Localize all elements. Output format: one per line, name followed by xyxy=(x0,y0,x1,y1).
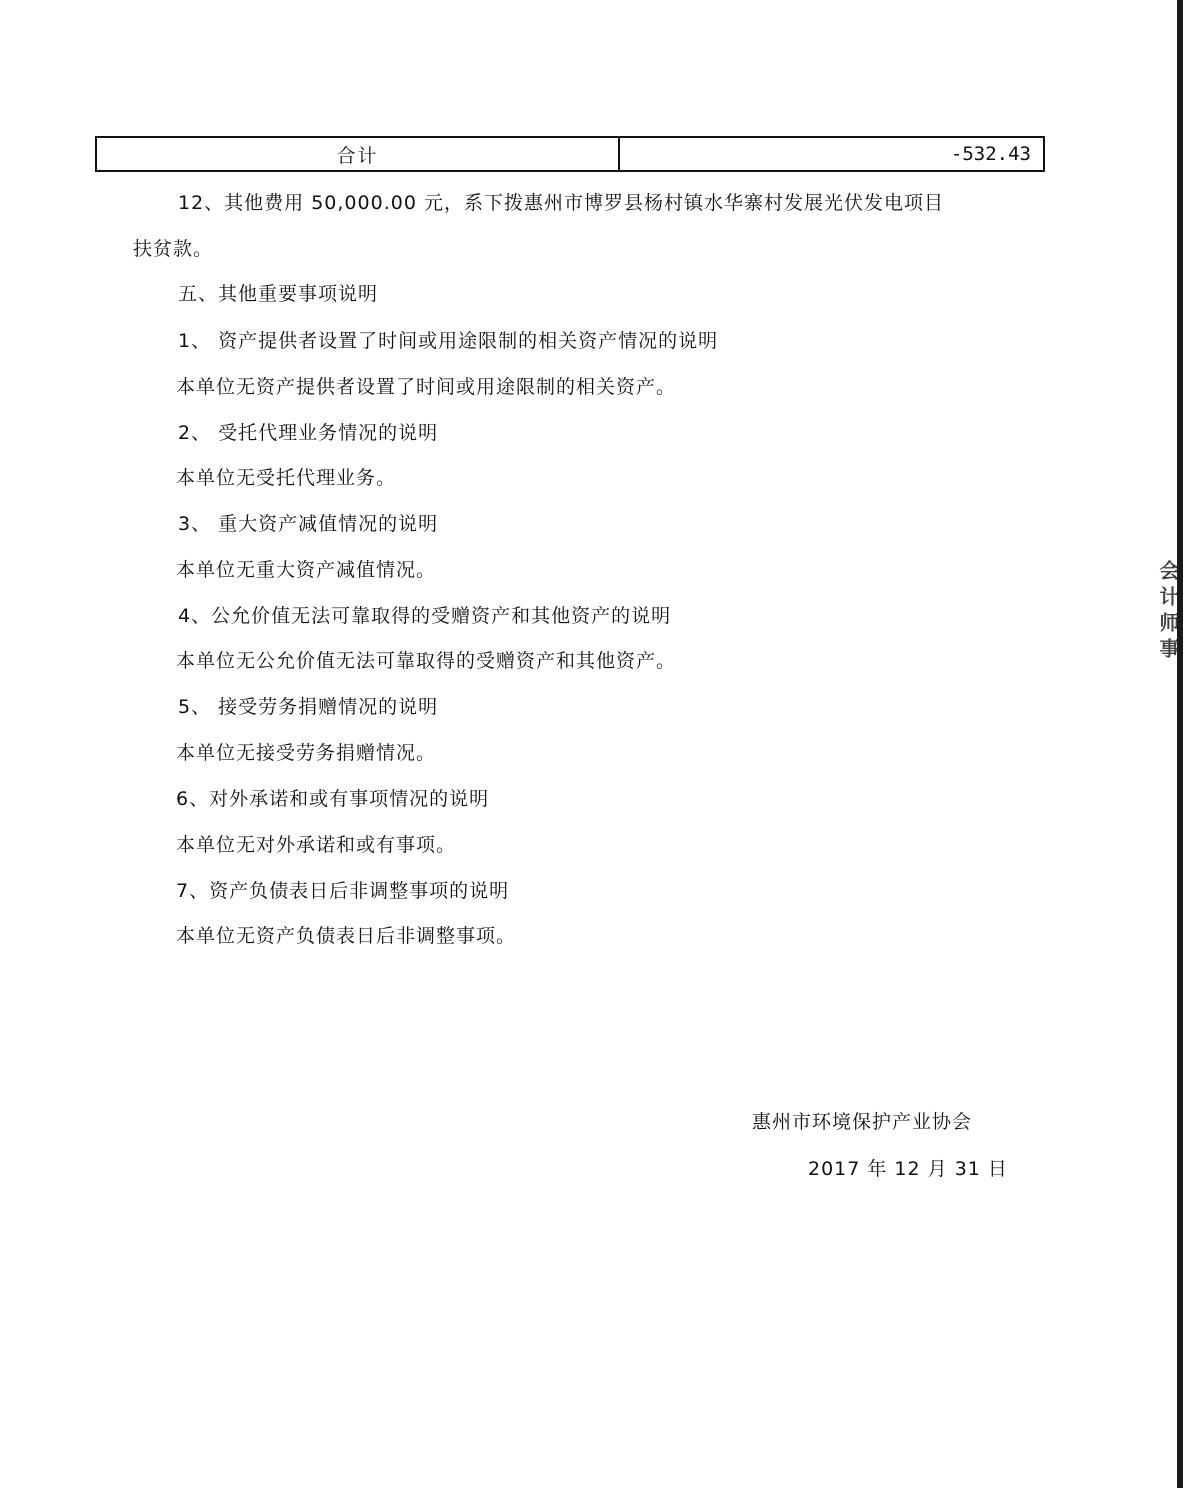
answer-2: 本单位无受托代理业务。 xyxy=(176,467,397,489)
question-2: 2、 受托代理业务情况的说明 xyxy=(178,422,439,444)
signature-date: 2017 年 12 月 31 日 xyxy=(808,1158,1008,1180)
answer-6: 本单位无对外承诺和或有事项。 xyxy=(176,834,457,856)
answer-7: 本单位无资产负债表日后非调整事项。 xyxy=(176,925,517,947)
total-label-cell: 合计 xyxy=(97,138,620,170)
question-5: 5、 接受劳务捐赠情况的说明 xyxy=(178,696,439,718)
question-4: 4、公允价值无法可靠取得的受赠资产和其他资产的说明 xyxy=(178,605,672,627)
scan-edge-bar xyxy=(1177,0,1183,1488)
item-12-line-2: 扶贫款。 xyxy=(133,238,214,260)
total-table xyxy=(95,136,1045,172)
question-7: 7、资产负债表日后非调整事项的说明 xyxy=(176,880,510,902)
total-value-cell: -532.43 xyxy=(950,143,1031,165)
answer-5: 本单位无接受劳务捐赠情况。 xyxy=(176,742,437,764)
answer-3: 本单位无重大资产减值情况。 xyxy=(176,559,437,581)
question-6: 6、对外承诺和或有事项情况的说明 xyxy=(176,788,490,810)
item-12-line-1: 12、其他费用 50,000.00 元，系下拨惠州市博罗县杨村镇水华寨村发展光伏发电项目 xyxy=(178,192,944,214)
answer-4: 本单位无公允价值无法可靠取得的受赠资产和其他资产。 xyxy=(176,650,677,672)
signature-organization: 惠州市环境保护产业协会 xyxy=(752,1111,973,1133)
partial-seal-stamp: 会计师事 xyxy=(1156,560,1180,664)
question-3: 3、 重大资产减值情况的说明 xyxy=(178,513,439,535)
answer-1: 本单位无资产提供者设置了时间或用途限制的相关资产。 xyxy=(176,376,677,398)
question-1: 1、 资产提供者设置了时间或用途限制的相关资产情况的说明 xyxy=(178,330,719,352)
section-5-heading: 五、其他重要事项说明 xyxy=(178,283,379,305)
